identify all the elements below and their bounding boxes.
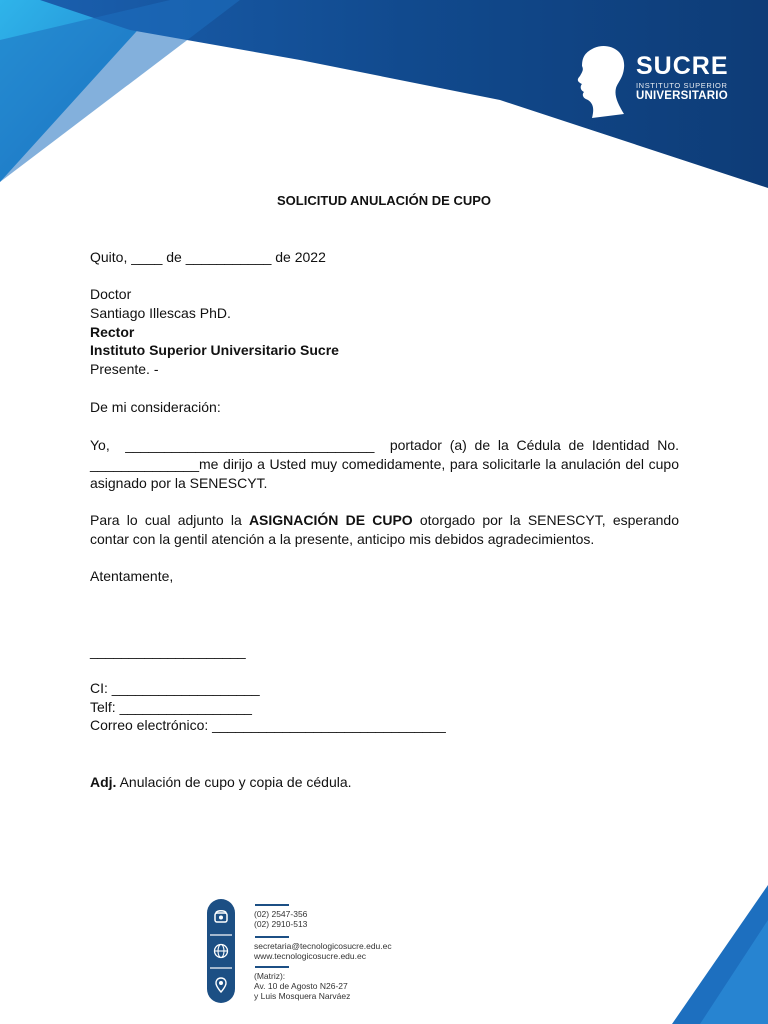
logo-subtitle: INSTITUTO SUPERIOR — [636, 81, 728, 90]
closing: Atentamente, — [90, 568, 174, 584]
paragraph-attachment-bold: ASIGNACIÓN DE CUPO — [248, 512, 413, 528]
paragraph-request — [90, 436, 679, 493]
footer-web — [254, 941, 392, 961]
recipient-name: Santiago Illescas PhD. — [90, 305, 231, 321]
footer-divider — [255, 966, 289, 968]
paragraph-request-rest: ______________me dirijo a Usted muy comedidamente, para solicitarle la anulación del cupo asignado por la SENESCYT. — [90, 456, 679, 491]
attachment-note — [90, 774, 352, 790]
date-line: Quito, ____ de ___________ de 2022 — [90, 249, 326, 265]
footer-address — [254, 971, 350, 1001]
contact-icon-bar — [207, 899, 235, 1003]
phone-icon — [213, 908, 229, 924]
footer-phone-1: (02) 2547-356 — [254, 909, 308, 919]
paragraph-attachment-start: Para lo cual adjunto la — [90, 512, 249, 528]
email-field: Correo electrónico: ______________________________ — [90, 717, 446, 733]
logo-tagline: UNIVERSITARIO — [636, 89, 728, 102]
footer-phone-2: (02) 2910-513 — [254, 919, 308, 929]
document-title: SOLICITUD ANULACIÓN DE CUPO — [276, 193, 492, 208]
paragraph-attachment-end: otorgado por la SENESCYT, esperando contar con la gentil atención a la presente, anticipo mis debidos agradecimientos. — [90, 512, 679, 547]
footer-email: secretaria@tecnologicosucre.edu.ec — [254, 941, 392, 951]
paragraph-request-first-line: Yo, ________________________________ portador (a) de la Cédula de Identidad No. — [90, 437, 679, 453]
recipient-presente: Presente. - — [90, 361, 159, 377]
greeting: De mi consideración: — [90, 399, 221, 415]
signature-line: ____________________ — [90, 643, 246, 659]
paragraph-attachment — [90, 511, 679, 549]
location-pin-icon — [213, 977, 229, 993]
footer-matriz-label: (Matriz): — [254, 971, 286, 981]
globe-icon — [213, 943, 229, 959]
footer-divider — [255, 936, 289, 938]
recipient-institution: Instituto Superior Universitario Sucre — [90, 342, 339, 358]
attachment-text: Anulación de cupo y copia de cédula. — [116, 774, 352, 790]
sucre-logo — [574, 44, 734, 120]
footer-divider — [255, 904, 289, 906]
footer-phones — [254, 909, 307, 929]
recipient-position: Rector — [90, 324, 135, 340]
profile-head-icon — [574, 44, 632, 120]
ci-field: CI: ___________________ — [90, 680, 260, 696]
recipient-salutation: Doctor — [90, 286, 132, 302]
attachment-label: Adj. — [90, 774, 117, 790]
telf-field: Telf: _________________ — [90, 699, 252, 715]
logo-title: SUCRE — [636, 52, 729, 80]
footer-website: www.tecnologicosucre.edu.ec — [254, 951, 366, 961]
footer-address-line-2: y Luis Mosquera Narváez — [254, 991, 351, 1001]
footer-address-line-1: Av. 10 de Agosto N26-27 — [254, 981, 348, 991]
